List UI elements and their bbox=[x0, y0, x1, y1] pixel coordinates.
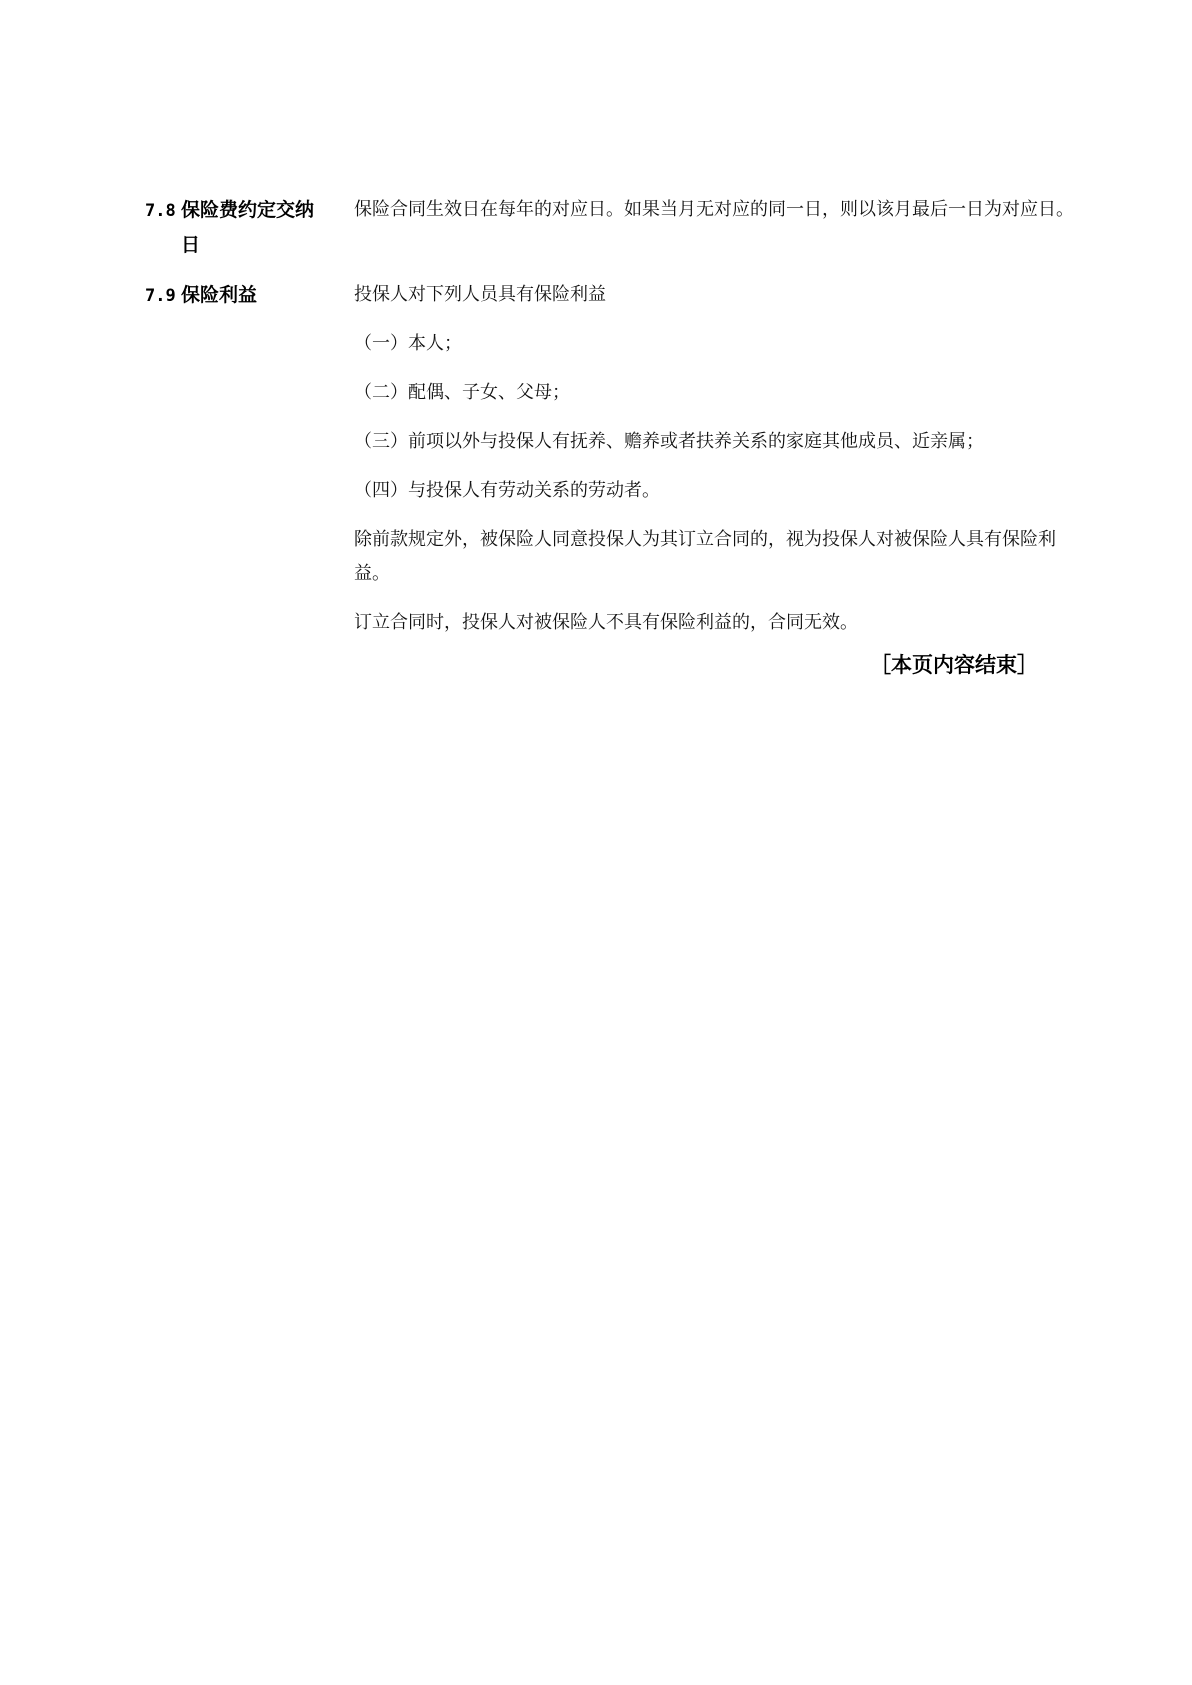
clause-paragraph: 保险合同生效日在每年的对应日。如果当月无对应的同一日，则以该月最后一日为对应日。 bbox=[354, 199, 1074, 220]
clause-term-line2: 日 bbox=[181, 234, 201, 256]
clause-paragraph: 投保人对下列人员具有保险利益 bbox=[354, 284, 606, 305]
page-end-mark: ［本页内容结束］ bbox=[870, 653, 1038, 677]
clause-number: 7.9 bbox=[145, 286, 176, 306]
clause-term-line1: 保险费约定交纳 bbox=[181, 199, 315, 221]
clause-list-item: （一）本人； bbox=[354, 333, 462, 354]
clause-term bbox=[145, 193, 330, 262]
clause-term-line1: 保险利益 bbox=[181, 284, 258, 306]
clause-number: 7.8 bbox=[145, 201, 176, 221]
clause-body bbox=[354, 278, 1086, 655]
clause-paragraph: 订立合同时，投保人对被保险人不具有保险利益的，合同无效。 bbox=[354, 612, 858, 633]
clause-list-item: （三）前项以外与投保人有抚养、赡养或者扶养关系的家庭其他成员、近亲属； bbox=[354, 431, 984, 452]
clause-term bbox=[145, 278, 330, 313]
clause-list-item: （四）与投保人有劳动关系的劳动者。 bbox=[354, 480, 660, 501]
clause-list-item: （二）配偶、子女、父母； bbox=[354, 382, 570, 403]
clause-paragraph: 除前款规定外，被保险人同意投保人为其订立合同的，视为投保人对被保险人具有保险利益。 bbox=[354, 529, 1056, 584]
clause-body bbox=[354, 193, 1086, 242]
